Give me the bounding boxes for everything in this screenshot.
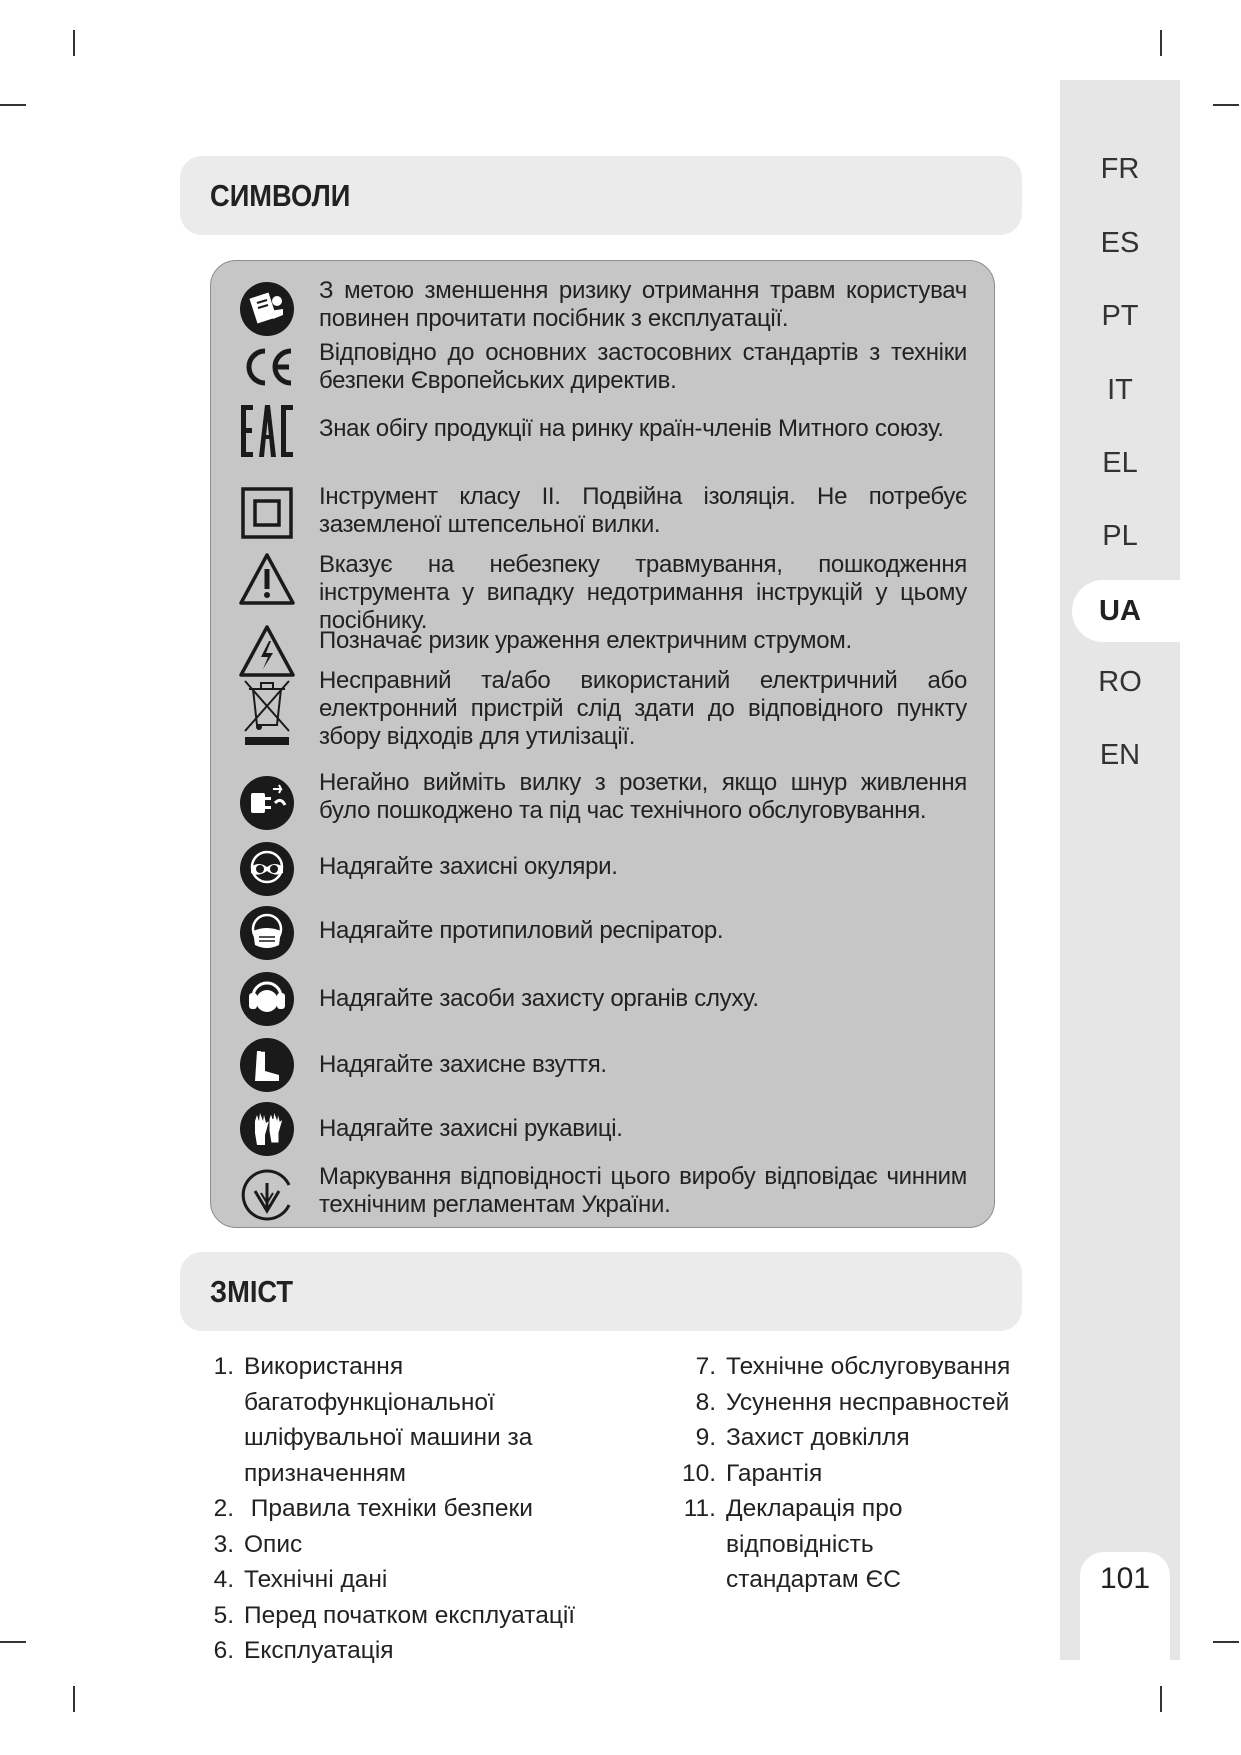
crop-mark (73, 1686, 75, 1712)
toc-item[interactable]: 1. Використання багатофункціональної шліфувальної машини за призначенням (213, 1353, 533, 1487)
symbol-text: Маркування відповідності цього виробу відповідає чинним технічним регламентам України. (319, 1163, 967, 1218)
toc-item[interactable]: 11. Декларація про відповідність стандартам ЄС (683, 1495, 903, 1593)
lang-tab-ua[interactable]: UA (1072, 580, 1180, 642)
symbol-text: Вказує на небезпеку травмування, пошкодження інструмента у випадку недотримання інструкцій у цьому посібнику. (319, 551, 967, 634)
symbol-text: Надягайте засоби захисту органів слуху. (319, 985, 759, 1012)
crop-mark (1213, 1641, 1239, 1643)
toc-left-column (200, 1349, 640, 1669)
ear-protection-icon (239, 971, 295, 1027)
lang-tab-es[interactable]: ES (1100, 227, 1140, 259)
safety-goggles-icon (239, 841, 295, 897)
toc-item[interactable]: 2. Правила техніки безпеки (213, 1495, 533, 1522)
toc-item[interactable]: 4. Технічні дані (213, 1566, 388, 1593)
section-title: СИМВОЛИ (210, 178, 351, 213)
symbol-text: Надягайте захисне взуття. (319, 1051, 607, 1078)
read-manual-icon (239, 281, 295, 337)
lang-tab-it[interactable]: IT (1107, 374, 1133, 406)
warning-icon (239, 551, 295, 607)
lang-tab-pt[interactable]: PT (1101, 300, 1139, 332)
electric-shock-icon (239, 623, 295, 679)
toc-item[interactable]: 5. Перед початком експлуатації (213, 1601, 576, 1629)
toc-item[interactable]: 3. Опис (213, 1530, 303, 1558)
section-title: ЗМІСТ (210, 1274, 294, 1309)
symbol-text: Інструмент класу II. Подвійна ізоляція. Не потребує заземленої штепсельної вилки. (319, 483, 967, 538)
page-number: 101 (1099, 1562, 1151, 1595)
lang-tab-fr[interactable]: FR (1100, 153, 1140, 185)
weee-bin-icon (239, 675, 295, 747)
dust-mask-icon (239, 905, 295, 961)
contents-header (180, 1252, 1022, 1331)
safety-gloves-icon (239, 1101, 295, 1157)
crop-mark (73, 30, 75, 56)
ce-mark-icon (239, 339, 295, 395)
lang-tab-ro[interactable]: RO (1098, 666, 1142, 698)
eac-mark-icon (239, 401, 295, 461)
symbol-text: Знак обігу продукції на ринку країн-членів Митного союзу. (319, 415, 944, 442)
toc-item[interactable]: 7. Технічне обслуговування (695, 1353, 1011, 1380)
toc-item[interactable]: 8. Усунення несправностей (695, 1388, 1010, 1416)
ukraine-conformity-icon (239, 1167, 295, 1223)
crop-mark (0, 104, 26, 106)
symbol-text: Відповідно до основних застосовних стандартів з техніки безпеки Європейських директив. (319, 339, 967, 394)
unplug-icon (239, 775, 295, 831)
symbol-text: Надягайте захисні рукавиці. (319, 1115, 623, 1142)
safety-boots-icon (239, 1037, 295, 1093)
symbol-text: Надягайте протипиловий респіратор. (319, 917, 724, 944)
toc-right-column (670, 1349, 1040, 1598)
lang-tab-en[interactable]: EN (1099, 739, 1141, 771)
symbol-text: З метою зменшення ризику отримання травм користувач повинен прочитати посібник з експлуатації. (319, 277, 967, 332)
crop-mark (1160, 30, 1162, 56)
symbol-text: Надягайте захисні окуляри. (319, 853, 618, 880)
class-ii-icon (239, 485, 295, 541)
toc-item[interactable]: 6. Експлуатація (213, 1637, 394, 1664)
toc-item[interactable]: 9. Захист довкілля (695, 1424, 910, 1451)
symbols-panel (210, 260, 995, 1228)
crop-mark (0, 1641, 26, 1643)
symbols-header (180, 156, 1022, 235)
crop-mark (1160, 1686, 1162, 1712)
symbol-text: Позначає ризик ураження електричним струмом. (319, 627, 852, 654)
symbol-text: Негайно вийміть вилку з розетки, якщо шнур живлення було пошкоджено та під час технічного обслуговування. (319, 769, 967, 824)
symbol-text: Несправний та/або використаний електричний або електронний пристрій слід здати до відповідного пункту збору відходів для утилізації. (319, 667, 967, 750)
lang-tab-pl[interactable]: PL (1102, 520, 1138, 552)
toc-item[interactable]: 10. Гарантія (681, 1459, 823, 1487)
crop-mark (1213, 104, 1239, 106)
lang-tab-el[interactable]: EL (1102, 447, 1138, 479)
